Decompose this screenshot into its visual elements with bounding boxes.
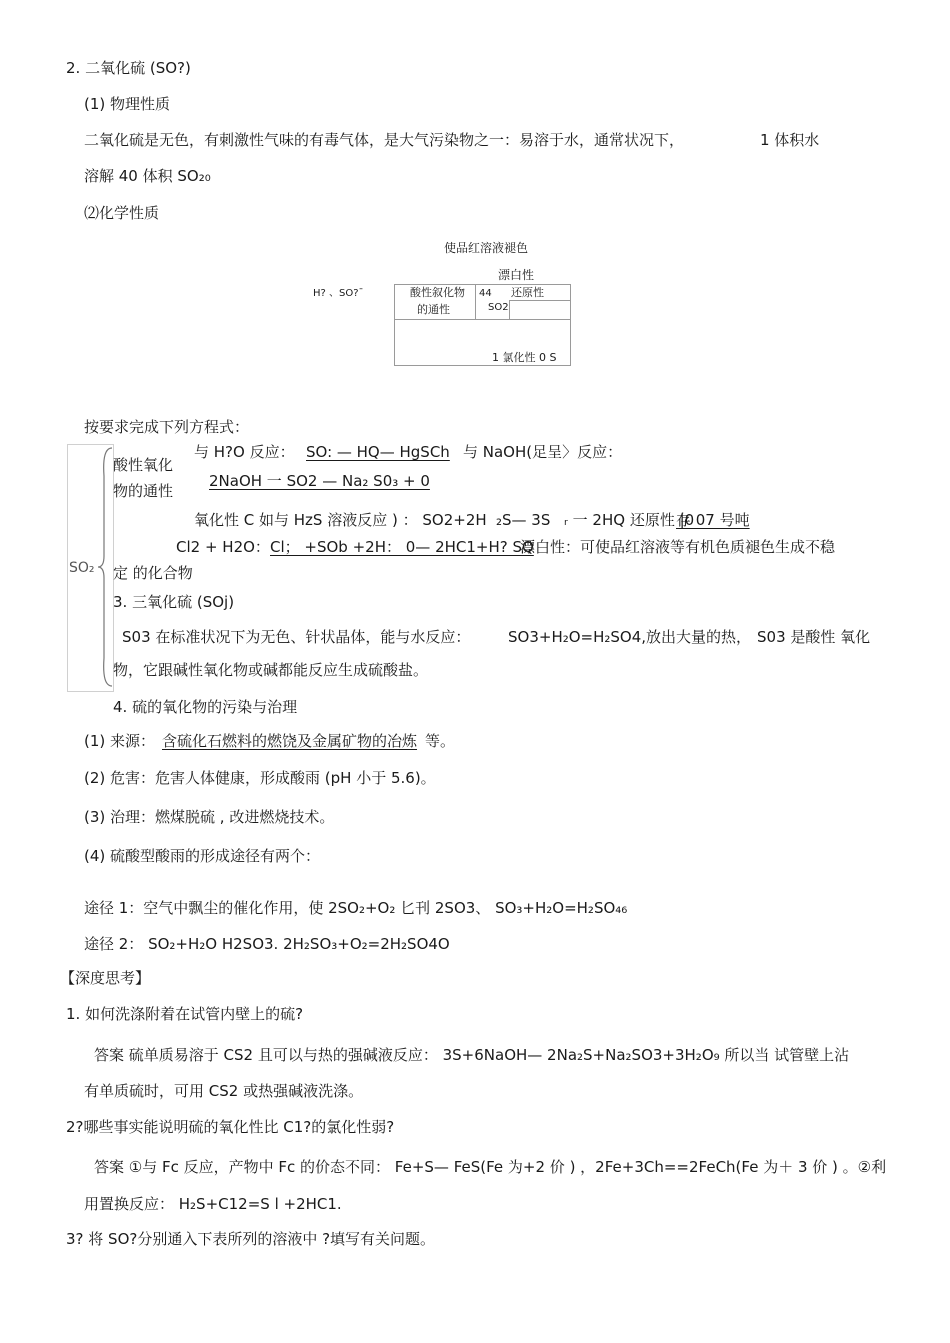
acid-oxide-label-2: 物的通性 <box>113 482 174 500</box>
harm-item: (2) 危害：危害人体健康，形成酸雨 (pH 小于 5.6)。 <box>84 769 436 787</box>
question-1: 1. 如何洗涤附着在试管内壁上的硫? <box>66 1005 304 1023</box>
naoh-reaction-equation: 2NaOH 一 SO2 — Na₂ S0₃ + 0 <box>209 472 430 490</box>
diagram-bottom-label: 1 氯化性 0 S <box>492 351 557 364</box>
source-label: (1) 来源： <box>84 732 156 750</box>
chlorine-reaction-equation: Cl； +SOb +2H： 0— 2HC1+H? SQ <box>270 538 534 556</box>
diagram-divider <box>509 300 510 319</box>
diagram-number-cell: 44 <box>479 288 492 299</box>
section-2-heading: 2. 二氧化硫 (SO?) <box>66 59 191 77</box>
answer-1: 答案 硫单质易溶于 CS2 且可以与热的强碱液反应： 3S+6NaOH— 2Na₂S+Na₂SO3+3H₂O₉ 所以当 试管壁上沾 <box>94 1046 850 1064</box>
chemical-properties-heading: ⑵化学性质 <box>84 204 160 222</box>
oxidizing-reaction-text: 氧化性 C 如与 HzS 溶液反应 ) ： SO2+2H <box>194 511 487 529</box>
oxidizing-reaction-text-2: ₂S— 3S <box>496 511 551 529</box>
question-3: 3? 将 SO?分别通入下表所列的溶液中 ?填写有关问题。 <box>66 1230 436 1248</box>
physical-properties-heading: (1) 物理性质 <box>84 95 171 113</box>
oxidizing-reaction-text-4: 存 07 号吨 <box>676 511 750 529</box>
diagram-left-label: H? 、SO?ˉ <box>313 288 364 299</box>
equations-intro: 按要求完成下列方程式： <box>84 418 250 436</box>
route-1: 途径 1：空气中飘尘的催化作用，使 2SO₂+O₂ 匕刊 2SO3、 SO₃+H₂O=H₂SO₄₆ <box>84 899 628 917</box>
bleaching-text-2: 定 的化合物 <box>113 564 193 582</box>
answer-2-line2: 用置换反应： H₂S+C12=S l +2HC1. <box>84 1195 342 1213</box>
so3-description-3: S03 是酸性 氧化 <box>757 628 871 646</box>
chlorine-reaction-label: Cl2 + H2O： <box>176 538 270 556</box>
physical-properties-text-line2: 溶解 40 体积 SO₂₀ <box>84 167 211 185</box>
answer-2: 答案 ①与 Fc 反应，产物中 Fc 的价态不同： Fe+S— FeS(Fe 为+2 价 ) ，2Fe+3Ch==2FeCh(Fe 为＋ 3 价 ) 。②利 <box>94 1158 887 1176</box>
physical-properties-text: 二氧化硫是无色，有刺激性气味的有毒气体，是大气污染物之一：易溶于水，通常状况下， <box>84 131 685 149</box>
acid-oxide-label: 酸性氧化 <box>113 456 174 474</box>
section-4-heading: 4. 硫的氧化物的污染与治理 <box>113 698 298 716</box>
diagram-divider <box>475 284 476 319</box>
diagram-acid-cell-2: 的通性 <box>417 303 450 316</box>
diagram-acid-cell: 酸性叙化物 <box>410 286 465 299</box>
physical-properties-text-tail: 1 体积水 <box>760 131 820 149</box>
so3-description: S03 在标准状况下为无色、针状晶体，能与水反应： <box>122 628 471 646</box>
acid-rain-item: (4) 硫酸型酸雨的形成途径有两个： <box>84 847 321 865</box>
section-3-heading: 3. 三氧化硫 (SOj) <box>113 593 235 611</box>
diagram-reduce-cell: 还原性 <box>511 286 544 299</box>
treatment-item: (3) 治理：燃煤脱硫 , 改进燃烧技术。 <box>84 808 335 826</box>
diagram-top-label: 使品红溶液褪色 <box>444 241 529 255</box>
answer-1-line2: 有单质硫时，可用 CS2 或热强碱液洗涤。 <box>84 1082 364 1100</box>
question-2: 2?哪些事实能说明硫的氧化性比 C1?的氯化性弱? <box>66 1118 395 1136</box>
water-reaction-label: 与 H?O 反应： <box>194 443 295 461</box>
oxidizing-reaction-text-3: ᵣ 一 2HQ 还原性 |0 <box>564 511 695 529</box>
bleaching-text: 漂白性：可使品红溶液等有机色质褪色生成不稳 <box>520 538 836 556</box>
so2-side-label: SO₂ <box>69 560 95 576</box>
source-text-tail: 等。 <box>425 732 456 750</box>
so3-description-2: SO3+H₂O=H₂SO4,放出大量的热， <box>508 628 752 646</box>
diagram-so2-cell: SO2 <box>488 302 509 313</box>
source-text: 含硫化石燃料的燃饶及金属矿物的冶炼 <box>162 732 418 750</box>
so3-description-line2: 物，它跟碱性氧化物或碱都能反应生成硫酸盐。 <box>113 661 429 679</box>
deep-thinking-heading: 【深度思考】 <box>60 969 151 987</box>
diagram-bleach-label: 漂白性 <box>498 268 535 282</box>
route-2: 途径 2： SO₂+H₂O H2SO3. 2H₂SO₃+O₂=2H₂SO4O <box>84 935 450 953</box>
naoh-reaction-label: 与 NaOH(足呈〉反应： <box>463 443 623 461</box>
water-reaction-equation: SO: — HQ— HgSCh <box>306 443 450 461</box>
